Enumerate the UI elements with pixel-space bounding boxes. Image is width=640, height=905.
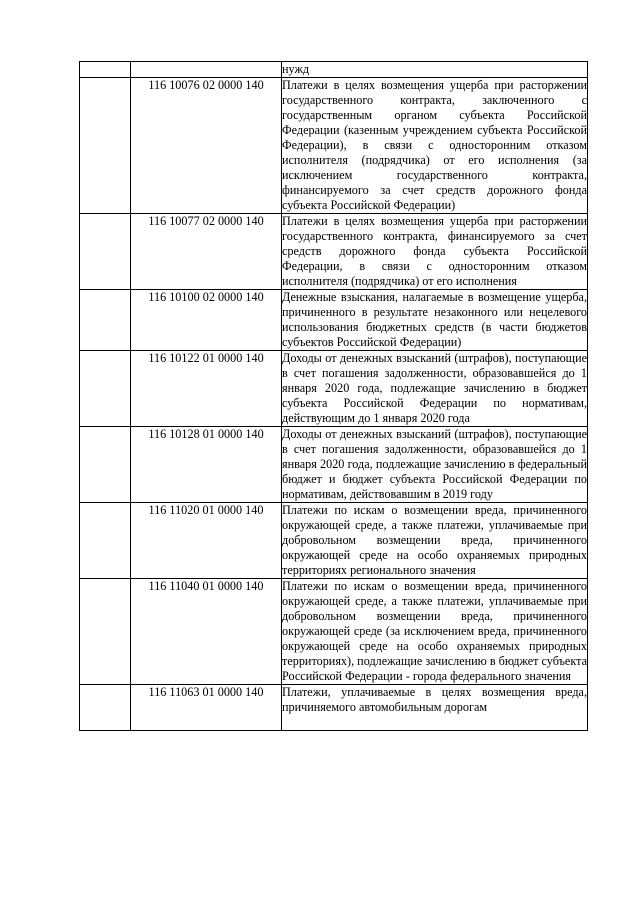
table-row (80, 351, 588, 427)
description-cell (282, 685, 588, 731)
code-cell: 116 10077 02 0000 140 (131, 214, 282, 290)
code-cell: 116 11040 01 0000 140 (131, 579, 282, 685)
code-cell: 116 11020 01 0000 140 (131, 503, 282, 579)
code-cell: 116 10100 02 0000 140 (131, 290, 282, 351)
description-cell: Доходы от денежных взысканий (штрафов), поступающие в счет погашения задолженности, образовавшейся до 1 января 2020 года, подлежащие зачислению в федеральный бюджет и бюджет субъекта Российской Федерации по нормативам, действовавшим в 2019 году (282, 427, 587, 501)
table-row (80, 78, 588, 214)
table-row (80, 579, 588, 685)
empty-cell (80, 351, 131, 427)
description-cell: Платежи в целях возмещения ущерба при расторжении государственного контракта, заключенного с государственным органом субъекта Российской Федерации (казенным учреждением субъекта Российской Федерации), в связи с односторонним отказом исполнителя (подрядчика) от его исполнения (за исключением государственного контракта, финансируемого за счет средств дорожного фонда субъекта Российской Федерации) (282, 78, 587, 212)
code-cell: 116 10076 02 0000 140 (131, 78, 282, 214)
budget-codes-table (79, 61, 588, 731)
description-text: Платежи, уплачиваемые в целях возмещения вреда, причиняемого автомобильным дорогам (282, 685, 587, 714)
empty-cell (80, 78, 131, 214)
description-cell: нужд (282, 62, 588, 78)
table-row (80, 685, 588, 731)
empty-cell (80, 579, 131, 685)
table-row (80, 214, 588, 290)
description-cell: Платежи по искам о возмещении вреда, причиненного окружающей среде, а также платежи, уплачиваемые при добровольном возмещении вреда, причиненного окружающей среде (за исключением вреда, причиненного окружающей среде на особо охраняемых природных территориях), подлежащие зачислению в бюджет субъекта Российской Федерации - города федерального значения (282, 579, 587, 683)
description-cell: Платежи в целях возмещения ущерба при расторжении государственного контракта, финансируемого за счет средств дорожного фонда субъекта Российской Федерации, в связи с односторонним отказом исполнителя (подрядчика) от его исполнения (282, 214, 587, 288)
empty-cell (80, 503, 131, 579)
table-row (80, 503, 588, 579)
empty-cell (80, 62, 131, 78)
empty-cell (80, 685, 131, 731)
description-cell: Доходы от денежных взысканий (штрафов), поступающие в счет погашения задолженности, образовавшейся до 1 января 2020 года, подлежащие зачислению в бюджет субъекта Российской Федерации по нормативам, действующим до 1 января 2020 года (282, 351, 587, 425)
table-row (80, 427, 588, 503)
table-row (80, 290, 588, 351)
empty-cell (80, 214, 131, 290)
code-cell: 116 10122 01 0000 140 (131, 351, 282, 427)
description-cell: Денежные взыскания, налагаемые в возмещение ущерба, причиненного в результате незаконного или нецелевого использования бюджетных средств (в части бюджетов субъектов Российской Федерации) (282, 290, 587, 349)
empty-cell (80, 427, 131, 503)
table-row (80, 62, 588, 78)
description-cell: Платежи по искам о возмещении вреда, причиненного окружающей среде, а также платежи, уплачиваемые при добровольном возмещении вреда, причиненного окружающей среде на особо охраняемых природных территориях регионального значения (282, 503, 587, 577)
code-cell: 116 11063 01 0000 140 (131, 685, 282, 731)
code-cell: 116 10128 01 0000 140 (131, 427, 282, 503)
code-cell (131, 62, 282, 78)
empty-cell (80, 290, 131, 351)
